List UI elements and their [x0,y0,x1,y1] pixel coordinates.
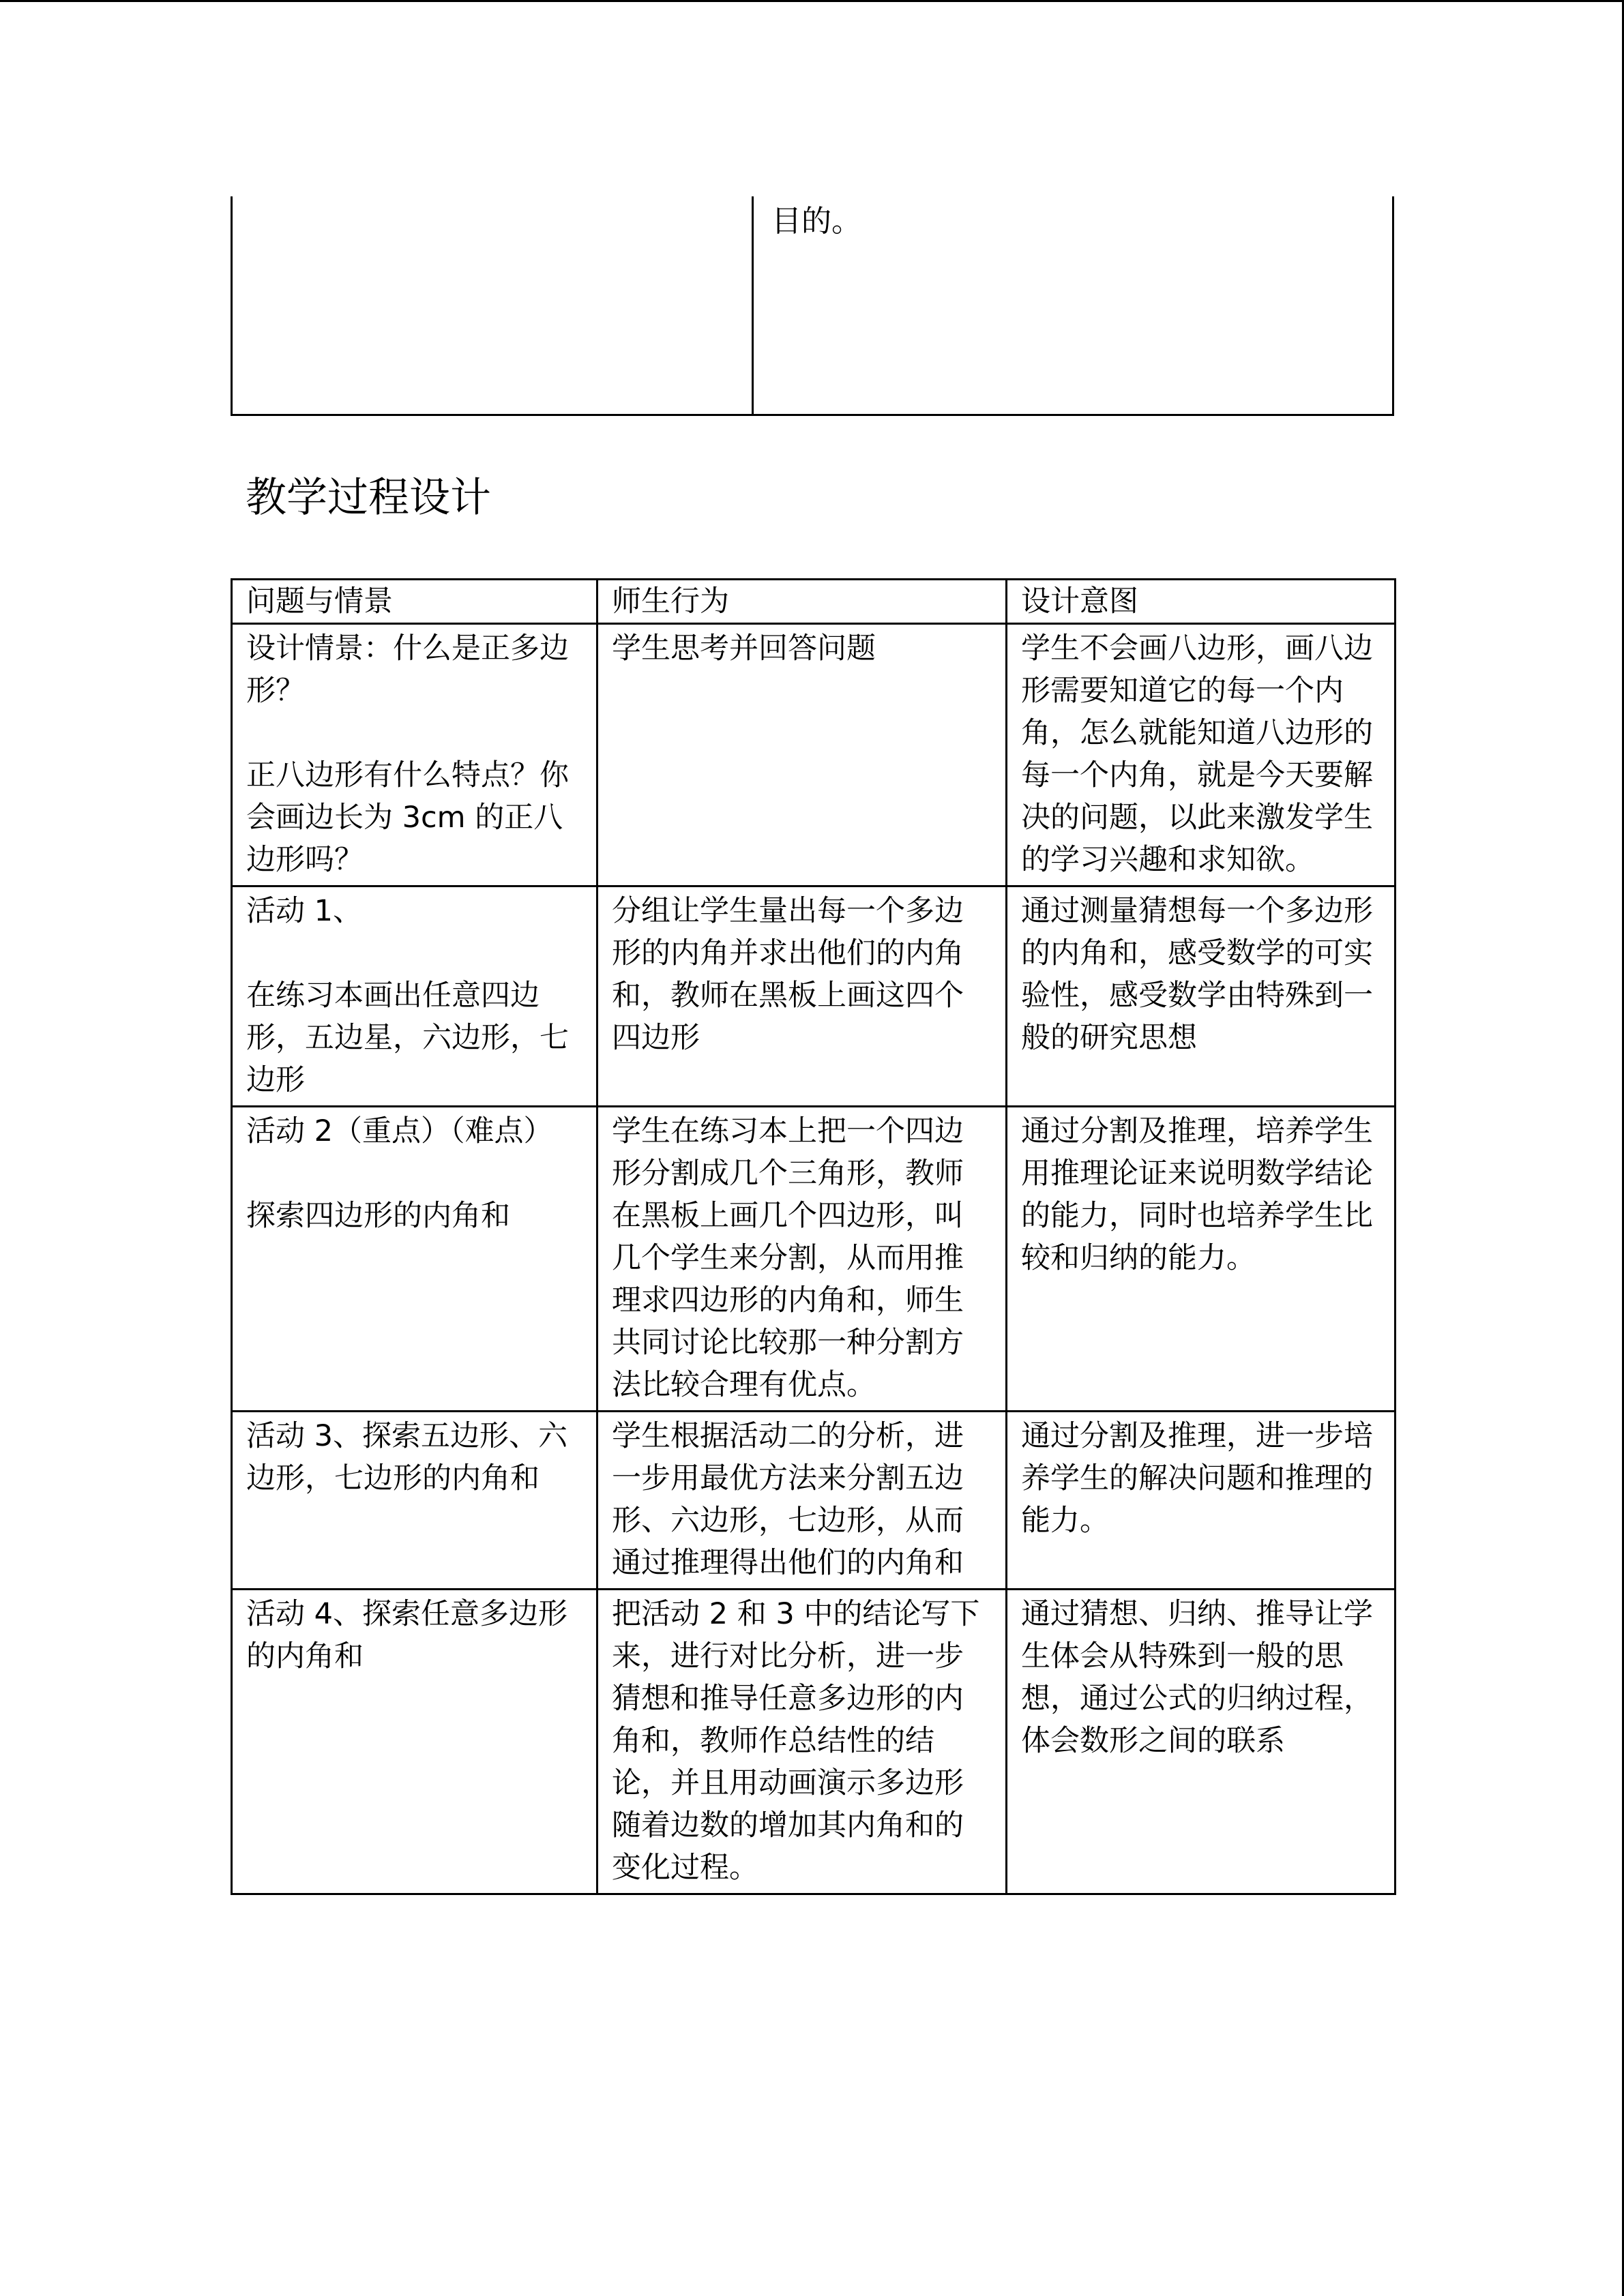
cell-paragraph: 通过猜想、归纳、推导让学生体会从特殊到一般的思想，通过公式的归纳过程，体会数形之间的联系 [1021,1597,1373,1758]
cell-behavior [597,1107,1007,1412]
cell-paragraph: 学生在练习本上把一个四边形分割成几个三角形，教师在黑板上画几个四边形，叫几个学生来分割，从而用推理求四边形的内角和，师生共同讨论比较那一种分割方法比较合理有优点。 [612,1114,964,1402]
cell-intent [1007,886,1396,1107]
cell-problem-scenario [232,1412,597,1590]
cell-paragraph: 活动 1、 [246,894,363,928]
table-header-row [232,580,1396,624]
cell-intent [1007,624,1396,886]
cell-paragraph: 设计情景：什么是正多边形？ [246,631,569,708]
previous-table-continuation [231,196,1394,416]
table-row [232,624,1396,886]
cell-problem-scenario [232,624,597,886]
cell-paragraph: 正八边形有什么特点？你会画边长为 3cm 的正八边形吗？ [246,758,569,877]
page-top-edge [0,0,1624,2]
teaching-process-table [231,578,1396,1895]
cell-paragraph: 活动 4、探索任意多边形的内角和 [246,1597,568,1673]
table-row [232,886,1396,1107]
cell-paragraph: 分组让学生量出每一个多边形的内角并求出他们的内角和，教师在黑板上画这四个四边形 [612,894,964,1055]
cell-paragraph: 通过分割及推理，培养学生用推理论证来说明数学结论的能力，同时也培养学生比较和归纳的能力。 [1021,1114,1373,1275]
header-teacher-student-behavior: 师生行为 [597,580,1007,624]
header-problem-scenario: 问题与情景 [232,580,597,624]
cell-behavior [597,886,1007,1107]
cell-paragraph: 通过分割及推理，进一步培养学生的解决问题和推理的能力。 [1021,1419,1373,1538]
cell-problem-scenario [232,886,597,1107]
cell-paragraph: 活动 3、探索五边形、六边形，七边形的内角和 [246,1419,568,1495]
cell-problem-scenario [232,1590,597,1894]
cell-intent [1007,1412,1396,1590]
cell-behavior [597,624,1007,886]
cell-intent [1007,1590,1396,1894]
header-design-intent: 设计意图 [1007,580,1396,624]
cell-paragraph: 在练习本画出任意四边形，五边星，六边形，七边形 [246,979,569,1097]
table-row [232,1590,1396,1894]
table-cell-text: 目的。 [771,204,861,239]
cell-intent [1007,1107,1396,1412]
cell-behavior [597,1590,1007,1894]
cell-paragraph: 探索四边形的内角和 [246,1199,510,1233]
table-row [232,1412,1396,1590]
cell-paragraph: 学生根据活动二的分析，进一步用最优方法来分割五边形、六边形，七边形，从而通过推理得出他们的内角和 [612,1419,964,1580]
cell-paragraph: 通过测量猜想每一个多边形的内角和，感受数学的可实验性，感受数学由特殊到一般的研究思想 [1021,894,1373,1055]
cell-problem-scenario [232,1107,597,1412]
table-column-divider [752,196,754,414]
cell-behavior [597,1412,1007,1590]
cell-paragraph: 学生思考并回答问题 [612,631,876,666]
cell-paragraph: 学生不会画八边形，画八边形需要知道它的每一个内角，怎么就能知道八边形的每一个内角，就是今天要解决的问题，以此来激发学生的学习兴趣和求知欲。 [1021,631,1373,877]
section-heading: 教学过程设计 [246,474,491,522]
cell-paragraph: 把活动 2 和 3 中的结论写下来，进行对比分析，进一步猜想和推导任意多边形的内角和，教师作总结性的结论，并且用动画演示多边形随着边数的增加其内角和的变化过程。 [612,1597,980,1885]
cell-paragraph: 活动 2（重点）（难点） [246,1114,553,1148]
table-row [232,1107,1396,1412]
